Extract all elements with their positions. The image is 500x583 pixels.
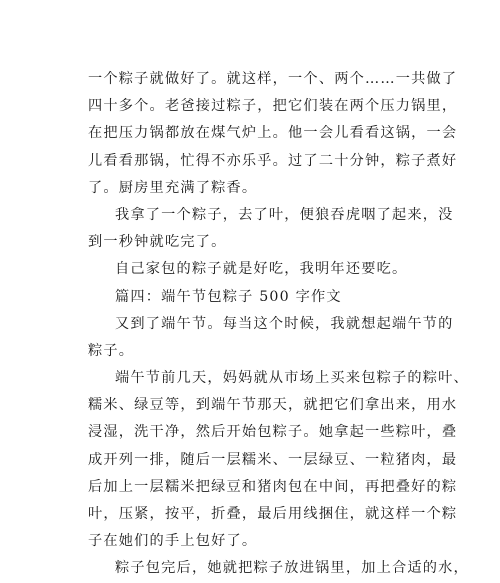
paragraph-first-line: 粽子包完后，她就把粽子放进锅里，加上合适的水， xyxy=(115,560,469,577)
text-line: 到一秒钟就吃完了。 xyxy=(88,234,227,251)
text-line: 在把压力锅都放在煤气炉上。他一会儿看看这锅，一会 xyxy=(88,125,458,142)
text-line: 了。厨房里充满了粽香。 xyxy=(88,179,258,196)
essay-text xyxy=(0,66,500,583)
text-line: 粽子。 xyxy=(88,342,135,359)
text-line: 后加上一层糯米把绿豆和猪肉包在中间，再把叠好的粽 xyxy=(88,478,458,495)
paragraph-first-line: 又到了端午节。每当这个时候，我就想起端午节的 xyxy=(115,315,454,332)
text-line: 叶，压紧，按平，折叠，最后用线捆住，就这样一个粽 xyxy=(88,506,458,522)
section-heading: 篇四：端午节包粽子 500 字作文 xyxy=(115,288,342,305)
text-line: 四十多个。老爸接过粽子，把它们装在两个压力锅里， xyxy=(88,98,458,115)
text-line: 糯米、绿豆等，到端午节那天，就把它们拿出来，用水 xyxy=(88,397,458,414)
text-line: 子在她们的手上包好了。 xyxy=(88,533,258,550)
text-line: 成开列一排，随后一层糯米、一层绿豆、一粒猪肉，最 xyxy=(88,451,458,468)
paragraph-first-line: 我拿了一个粽子，去了叶，便狼吞虎咽了起来，没 xyxy=(115,206,454,223)
text-line: 一个粽子就做好了。就这样，一个、两个……一共做了 xyxy=(88,71,458,87)
text-line: 浸湿，洗干净，然后开始包粽子。她拿起一些粽叶，叠 xyxy=(88,424,458,441)
text-line: 儿看看那锅，忙得不亦乐乎。过了二十分钟，粽子煮好 xyxy=(88,152,458,169)
paragraph-first-line: 自己家包的粽子就是好吃，我明年还要吃。 xyxy=(115,261,408,278)
paragraph-first-line: 端午节前几天，妈妈就从市场上买来包粽子的粽叶、 xyxy=(115,370,469,387)
